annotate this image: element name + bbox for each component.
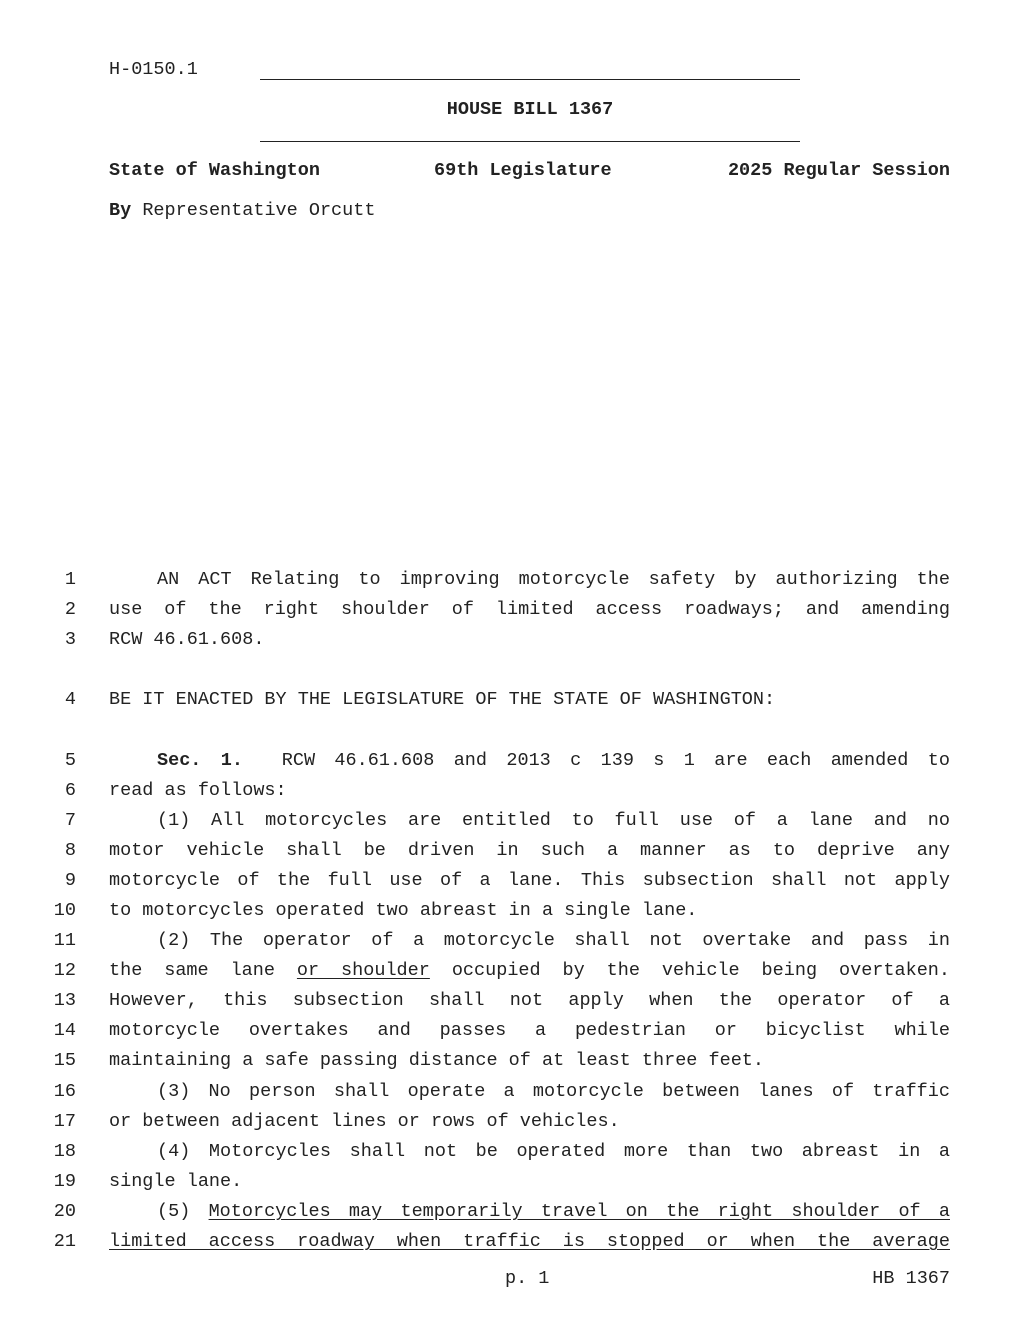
state-name: State of Washington <box>109 160 320 181</box>
bottom-rule <box>260 141 800 142</box>
bill-text-line: motorcycle of the full use of a lane. This subsection shall not apply <box>109 870 950 891</box>
line-number: 14 <box>53 1020 76 1041</box>
line-number: 2 <box>64 599 76 620</box>
document-id: H-0150.1 <box>109 59 198 80</box>
bill-text-line: use of the right shoulder of limited access roadways; and amending <box>109 599 950 620</box>
line-number: 9 <box>64 870 76 891</box>
sponsor-name: Representative Orcutt <box>142 200 376 221</box>
bill-text-line: Sec. 1. RCW 46.61.608 and 2013 c 139 s 1 are each amended to <box>157 750 950 771</box>
section-label: Sec. 1. <box>157 750 243 771</box>
line-number: 19 <box>53 1171 76 1192</box>
bill-text-line: read as follows: <box>109 780 287 801</box>
session: 2025 Regular Session <box>727 160 950 181</box>
line-number: 16 <box>53 1081 76 1102</box>
bill-text-line: RCW 46.61.608. <box>109 629 265 650</box>
top-rule <box>260 79 800 80</box>
by-label: By <box>109 200 132 221</box>
line-number: 15 <box>53 1050 76 1071</box>
inserted-text: Motorcycles may temporarily travel on the right shoulder of a <box>208 1201 950 1222</box>
line-number: 10 <box>53 900 76 921</box>
line-number: 1 <box>64 569 76 590</box>
bill-text-line: to motorcycles operated two abreast in a single lane. <box>109 900 698 921</box>
enacting-clause: BE IT ENACTED BY THE LEGISLATURE OF THE STATE OF WASHINGTON: <box>109 689 776 710</box>
page-number: p. 1 <box>505 1268 550 1289</box>
bill-text-line: (4) Motorcycles shall not be operated more than two abreast in a <box>157 1141 950 1162</box>
bill-text-line: (2) The operator of a motorcycle shall not overtake and pass in <box>157 930 950 951</box>
bill-text-line: the same lane or shoulder occupied by the vehicle being overtaken. <box>109 960 951 981</box>
bill-title: HOUSE BILL 1367 <box>446 99 614 120</box>
footer-bill-ref: HB 1367 <box>872 1268 950 1289</box>
line-number: 11 <box>53 930 76 951</box>
inserted-text: limited access roadway when traffic is stopped or when the average <box>109 1231 950 1252</box>
inserted-text: or shoulder <box>296 960 430 981</box>
bill-text-line: motorcycle overtakes and passes a pedestrian or bicyclist while <box>109 1020 950 1041</box>
bill-text-line: or between adjacent lines or rows of vehicles. <box>109 1111 620 1132</box>
line-number: 3 <box>64 629 76 650</box>
line-number: 5 <box>64 750 76 771</box>
line-number: 6 <box>64 780 76 801</box>
line-number: 12 <box>53 960 76 981</box>
legislature: 69th Legislature <box>434 160 612 181</box>
line-number: 18 <box>53 1141 76 1162</box>
bill-text-line: (5) Motorcycles may temporarily travel on the right shoulder of a <box>157 1201 950 1222</box>
line-number: 7 <box>64 810 76 831</box>
line-number: 21 <box>53 1231 76 1252</box>
bill-text-line: AN ACT Relating to improving motorcycle safety by authorizing the <box>157 569 950 590</box>
bill-text-line: motor vehicle shall be driven in such a manner as to deprive any <box>109 840 950 861</box>
line-number: 17 <box>53 1111 76 1132</box>
bill-text-line: maintaining a safe passing distance of at least three feet. <box>109 1050 765 1071</box>
line-number: 20 <box>53 1201 76 1222</box>
bill-text-line: single lane. <box>109 1171 243 1192</box>
bill-text-line: (1) All motorcycles are entitled to full use of a lane and no <box>157 810 950 831</box>
line-number: 13 <box>53 990 76 1011</box>
sponsor-line <box>109 200 375 221</box>
bill-text-line: However, this subsection shall not apply when the operator of a <box>109 990 950 1011</box>
line-number: 4 <box>64 689 76 710</box>
line-number: 8 <box>64 840 76 861</box>
bill-text-line: (3) No person shall operate a motorcycle between lanes of traffic <box>157 1081 950 1102</box>
